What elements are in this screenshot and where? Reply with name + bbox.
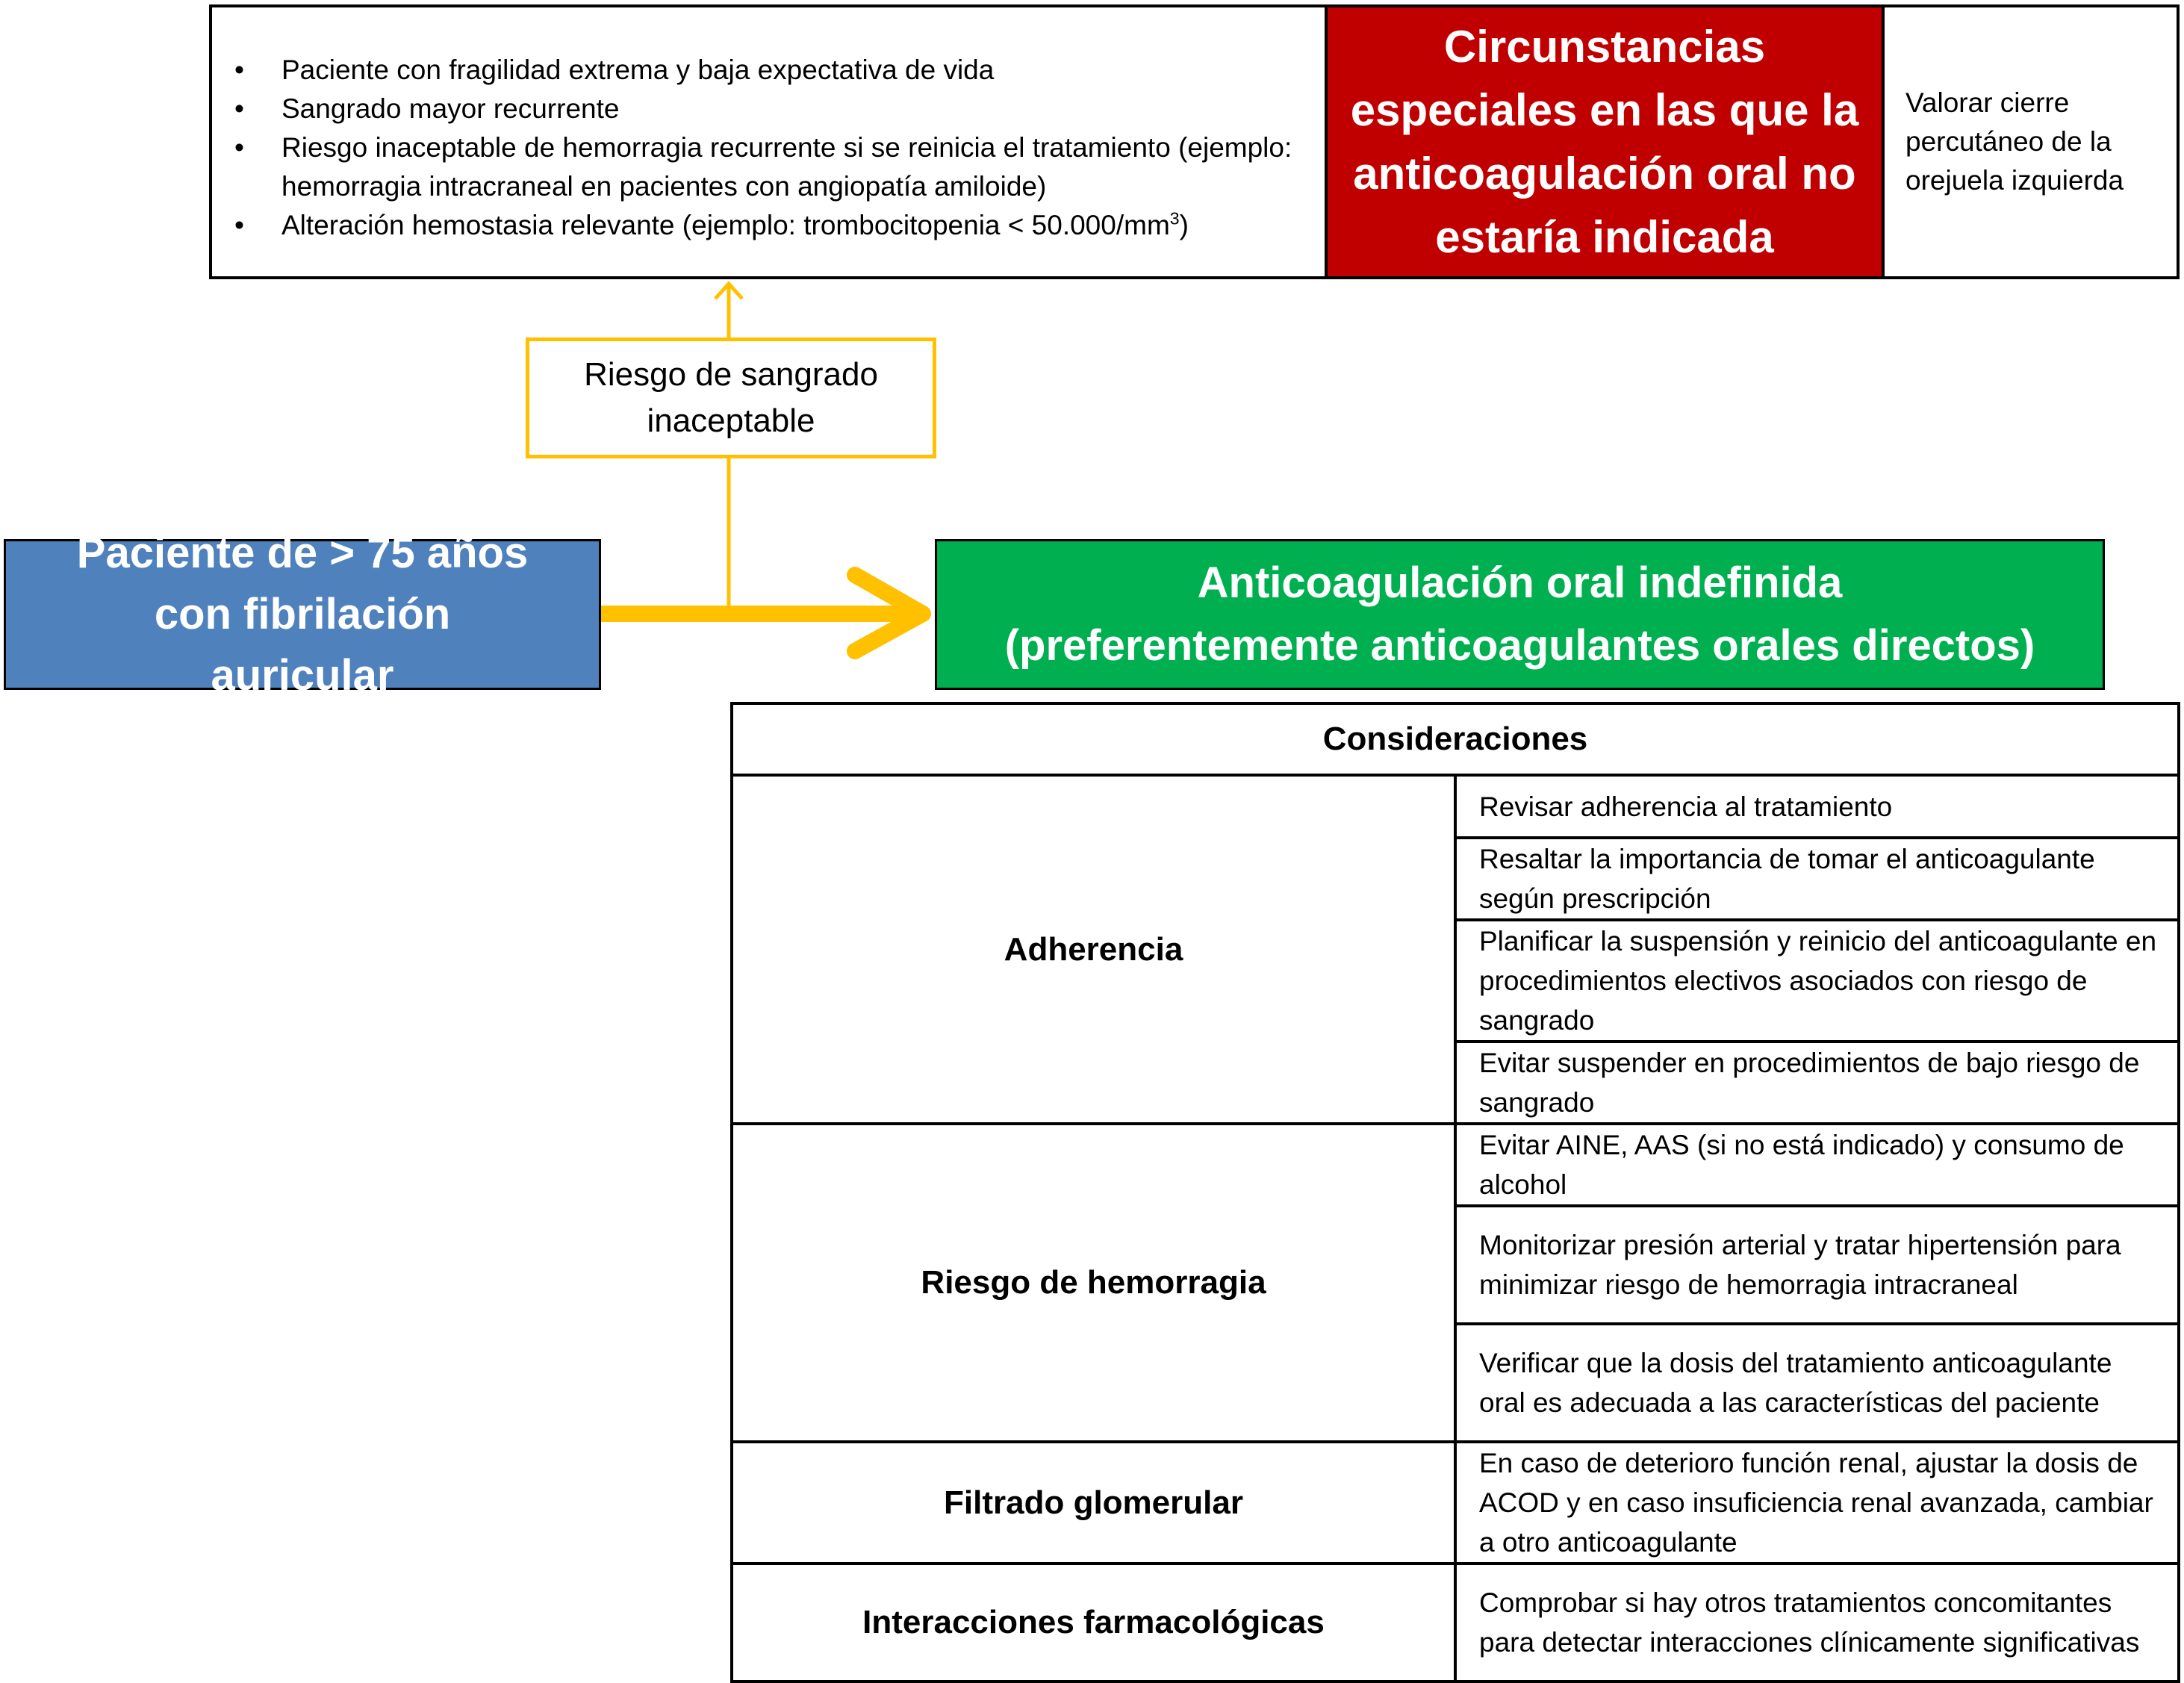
category-bleeding-risk: Riesgo de hemorragia (732, 1124, 1455, 1442)
table-row (732, 775, 2179, 838)
consideration-item: Comprobar si hay otros tratamientos concomitantes para detectar interacciones clínicamente significativas (1455, 1564, 2179, 1682)
consideration-item: Verificar que la dosis del tratamiento anticoagulante oral es adecuada a las características del paciente (1455, 1324, 2179, 1442)
special-circumstances-title: Circunstancias especiales en las que la anticoagulación oral no estaría indicada (1328, 7, 1885, 276)
consideration-item: Resaltar la importancia de tomar el anticoagulante según prescripción (1455, 838, 2179, 920)
criteria-item (233, 206, 1310, 245)
consideration-item: En caso de deterioro función renal, ajustar la dosis de ACOD y en caso insuficiencia renal avanzada, cambiar a otro anticoagulante (1455, 1442, 2179, 1564)
category-drug-interactions: Interacciones farmacológicas (732, 1564, 1455, 1682)
patient-label: Paciente de > 75 años con fibrilación auricular (76, 529, 529, 700)
criteria-superscript: 3 (1169, 208, 1180, 228)
consideration-item: Monitorizar presión arterial y tratar hipertensión para minimizar riesgo de hemorragia intracraneal (1455, 1206, 2179, 1324)
contraindication-criteria (212, 7, 1328, 276)
considerations-table (730, 702, 2180, 1683)
criteria-text: Alteración hemostasia relevante (ejemplo: trombocitopenia < 50.000/mm (281, 210, 1170, 240)
unacceptable-bleeding-risk-box (526, 337, 936, 458)
appendage-closure-recommendation: Valorar cierre percutáneo de la orejuela izquierda (1905, 87, 2124, 196)
criteria-list (233, 51, 1310, 245)
considerations-title: Consideraciones (732, 703, 2179, 775)
contraindications-panel (209, 4, 2180, 279)
consideration-item: Evitar AINE, AAS (si no está indicado) y consumo de alcohol (1455, 1124, 2179, 1206)
anticoagulation-line-2: (preferentemente anticoagulantes orales directos) (1004, 621, 2035, 670)
consideration-item: Evitar suspender en procedimientos de bajo riesgo de sangrado (1455, 1042, 2179, 1124)
category-adherence: Adherencia (732, 775, 1455, 1124)
anticoagulation-box (935, 539, 2105, 690)
table-row (732, 1564, 2179, 1682)
anticoagulation-label (1005, 552, 2035, 677)
consideration-item: Planificar la suspensión y reinicio del anticoagulante en procedimientos electivos asociados con riesgo de sangrado (1455, 920, 2179, 1042)
anticoagulation-line-1: Anticoagulación oral indefinida (1197, 559, 1843, 607)
table-row (732, 1124, 2179, 1206)
criteria-item: • Sangrado mayor recurrente (233, 90, 1310, 128)
patient-box (4, 529, 601, 700)
criteria-item: • Riesgo inaceptable de hemorragia recurrente si se reinicia el tratamiento (ejemplo: hemorragia intracraneal en pacientes con angiopatía amiloide) (233, 128, 1310, 206)
criteria-closing: ) (1179, 210, 1189, 240)
table-row (732, 1442, 2179, 1564)
risk-label: Riesgo de sangrado inaceptable (584, 356, 878, 439)
consideration-item: Revisar adherencia al tratamiento (1455, 775, 2179, 838)
criteria-item: • Paciente con fragilidad extrema y baja expectativa de vida (233, 51, 1310, 90)
table-header-row (732, 703, 2179, 775)
category-glomerular-filtration: Filtrado glomerular (732, 1442, 1455, 1564)
